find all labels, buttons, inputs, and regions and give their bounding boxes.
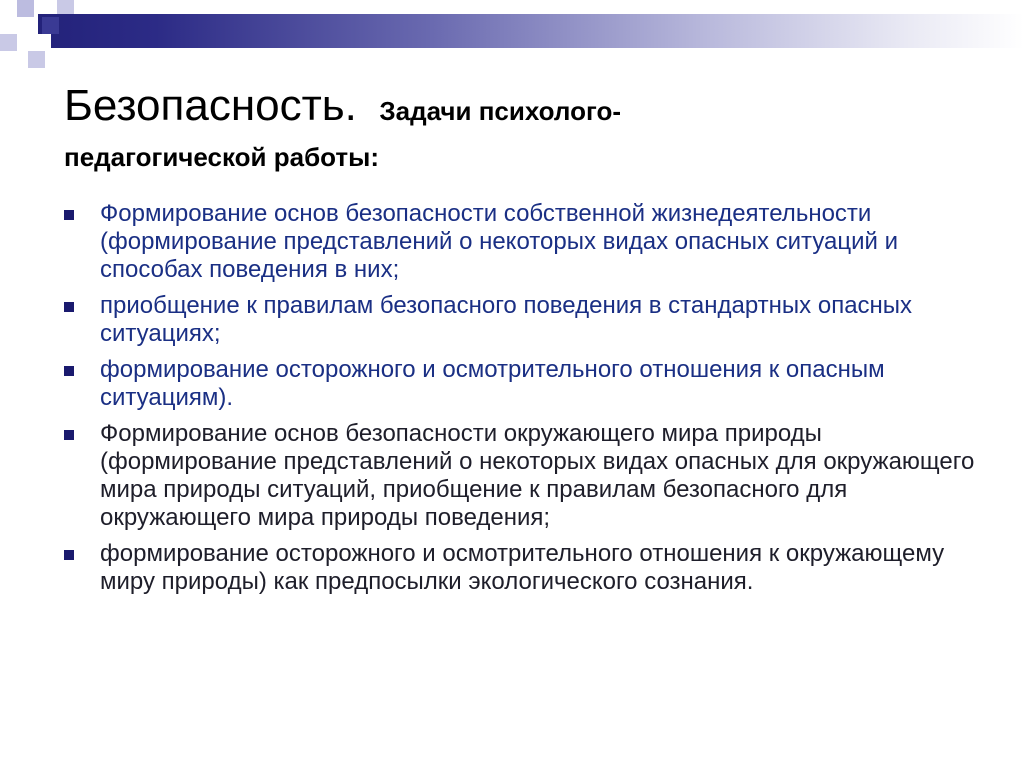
square-bullet-icon [64,210,74,220]
decor-square [34,34,51,51]
decor-square [28,51,45,68]
bullet-text: формирование осторожного и осмотрительного отношения к окружающему миру природы) как предпосылки экологического сознания. [100,540,945,595]
bullet-text: Формирование основ безопасности окружающего мира природы (формирование представлений о некоторых видах опасных для окружающего мира природы ситуаций, приобщение к правилам безопасного для окружающего мира природы поведения; [100,420,975,531]
square-bullet-icon [64,366,74,376]
title-sub-line1: Задачи психолого- [379,96,622,126]
square-bullet-icon [64,550,74,560]
decor-square [42,17,59,34]
bullet-item [64,356,984,412]
bullet-item [64,540,984,596]
header-gradient-bar [38,14,1024,48]
square-bullet-icon [64,302,74,312]
bullet-item [64,200,984,284]
title-main: Безопасность. [64,81,357,130]
bullet-text: приобщение к правилам безопасного поведения в стандартных опасных ситуациях; [100,292,913,347]
bullet-item [64,292,984,348]
slide-title [64,80,984,173]
decor-square [0,34,17,51]
square-bullet-icon [64,430,74,440]
bullet-list [64,200,984,604]
decor-square [17,0,34,17]
bullet-text: Формирование основ безопасности собственной жизнедеятельности (формирование представлений о некоторых видах опасных ситуаций и способах поведения в них; [100,200,899,283]
header-decoration [0,0,1024,70]
bullet-text: формирование осторожного и осмотрительного отношения к опасным ситуациям). [100,356,885,411]
decor-square [57,0,74,14]
title-sub-line2: педагогической работы: [64,142,379,172]
bullet-item [64,420,984,532]
